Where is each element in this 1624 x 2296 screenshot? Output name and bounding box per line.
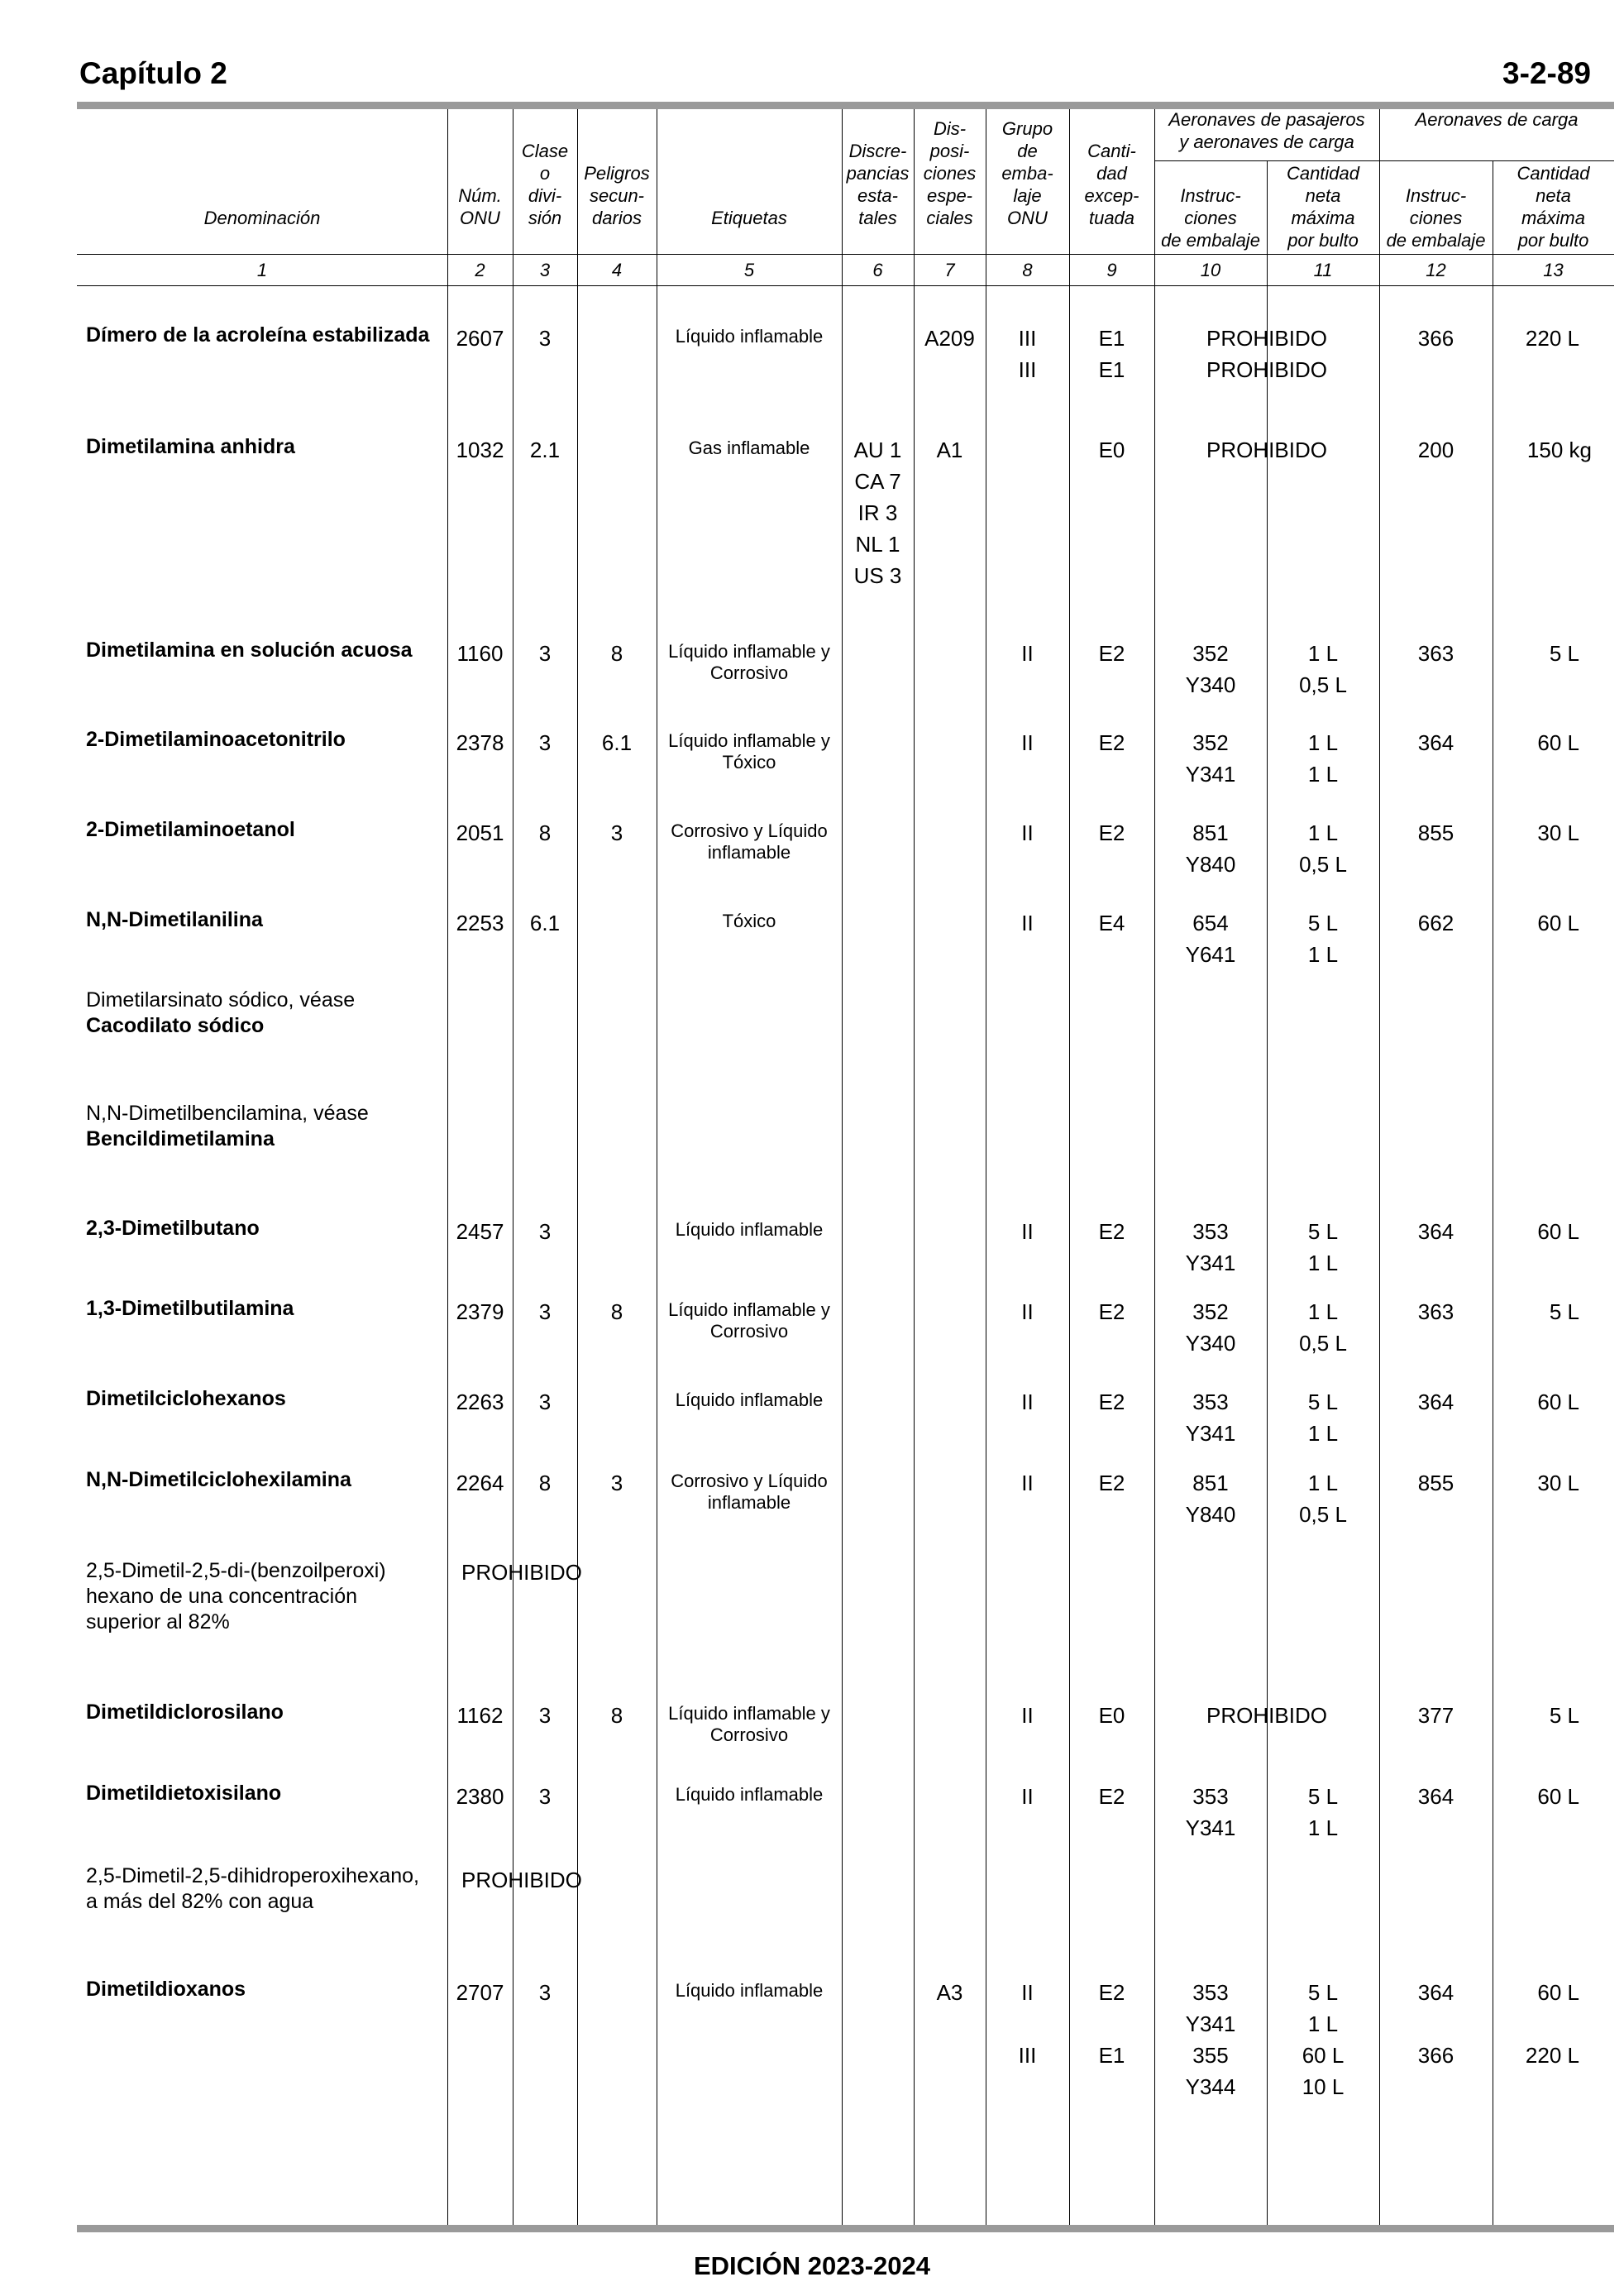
colnum-2: 2 — [475, 260, 485, 280]
cargo-instructions: 364 — [1417, 730, 1454, 755]
excepted-quantity: E0 — [1098, 1703, 1125, 1728]
cross-reference-target: Cacodilato sódico — [86, 1014, 265, 1037]
header-num-onu: Núm. ONU — [458, 185, 502, 228]
cargo-quantity: 60 L — [1537, 911, 1579, 935]
hazard-label: Líquido inflamable y Tóxico — [668, 730, 830, 773]
excepted-quantity: E2 — [1098, 730, 1125, 755]
excepted-quantity: E2 — [1098, 641, 1125, 666]
hazard-label: Líquido inflamable — [675, 1390, 824, 1410]
un-number: 2253 — [456, 911, 504, 935]
hazard-label: Corrosivo y Líquido inflamable — [671, 1471, 828, 1513]
packing-group: II — [1021, 1703, 1034, 1728]
excepted-quantity: E2 E1 — [1098, 1980, 1125, 2068]
excepted-quantity: E2 — [1098, 1471, 1125, 1495]
cargo-quantity: 5 L — [1549, 1703, 1579, 1728]
colnum-10: 10 — [1200, 260, 1221, 280]
colnum-divider — [77, 285, 1614, 286]
cargo-instructions: 363 — [1417, 641, 1454, 666]
cargo-instructions: 364 — [1417, 1390, 1454, 1414]
col-divider-5 — [842, 109, 843, 2225]
cargo-quantity: 30 L — [1537, 820, 1579, 845]
excepted-quantity: E0 — [1098, 438, 1125, 462]
cargo-quantity: 5 L — [1549, 641, 1579, 666]
header-cantidad-neta-cargo: Cantidad neta máxima por bulto — [1517, 163, 1590, 251]
header-instrucciones-cargo: Instruc- ciones de embalaje — [1386, 185, 1486, 251]
colnum-1: 1 — [256, 260, 268, 280]
max-net-quantity: 1 L 0,5 L — [1299, 820, 1347, 877]
col-divider-9 — [1154, 109, 1155, 2225]
hazard-label: Corrosivo y Líquido inflamable — [671, 820, 828, 863]
class-division: 6.1 — [529, 911, 561, 935]
max-net-quantity: 5 L 1 L — [1307, 911, 1339, 967]
colnum-13: 13 — [1543, 260, 1564, 280]
max-net-quantity: 5 L 1 L — [1307, 1784, 1339, 1840]
colnum-9: 9 — [1106, 260, 1117, 280]
group-header-divider — [1154, 160, 1614, 161]
header-cantidad: Canti- dad excep- tuada — [1084, 141, 1139, 228]
entry-name: 2-Dimetilaminoetanol — [86, 818, 295, 841]
colnum-5: 5 — [743, 260, 755, 280]
colnum-11: 11 — [1313, 260, 1333, 280]
packing-group: II — [1021, 1471, 1034, 1495]
state-variations: AU 1 CA 7 IR 3 NL 1 US 3 — [853, 438, 902, 588]
special-provisions: A209 — [924, 326, 975, 351]
passenger-prohibited: PROHIBIDO — [1206, 1703, 1327, 1728]
max-net-quantity: 1 L 0,5 L — [1299, 1299, 1347, 1356]
entry-name: Dimetilciclohexanos — [86, 1387, 286, 1410]
cargo-instructions: 855 — [1417, 1471, 1454, 1495]
page-number: 3-2-89 — [1502, 56, 1591, 90]
packing-group: II — [1021, 820, 1034, 845]
packing-group: II III — [1018, 1980, 1037, 2068]
edition-footer: EDICIÓN 2023-2024 — [693, 2251, 931, 2280]
packing-group: III III — [1018, 326, 1037, 382]
cargo-quantity: 30 L — [1537, 1471, 1579, 1495]
hazard-label: Gas inflamable — [688, 438, 810, 458]
hazard-label: Líquido inflamable — [675, 326, 824, 347]
cargo-quantity: 60 L — [1537, 1784, 1579, 1809]
header-etiquetas: Etiquetas — [711, 208, 787, 228]
packing-instructions: 353 Y341 355 Y344 — [1185, 1980, 1236, 2099]
cargo-instructions: 364 366 — [1417, 1980, 1454, 2068]
cargo-instructions: 364 — [1417, 1784, 1454, 1809]
header-instrucciones-pax: Instruc- ciones de embalaje — [1161, 185, 1260, 251]
subsidiary-hazard: 3 — [610, 1471, 623, 1495]
col-divider-3 — [577, 109, 578, 2225]
cargo-instructions: 662 — [1417, 911, 1454, 935]
entry-name: N,N-Dimetilciclohexilamina — [86, 1468, 351, 1491]
header-pasajeros-group: Aeronaves de pasajeros y aeronaves de carga — [1168, 109, 1365, 152]
hazard-label: Líquido inflamable — [675, 1784, 824, 1805]
cargo-instructions: 366 — [1417, 326, 1454, 351]
class-division: 3 — [538, 1219, 552, 1244]
packing-instructions: 654 Y641 — [1185, 911, 1236, 967]
entry-name: Dimetildietoxisilano — [86, 1782, 282, 1805]
cross-reference-target: Bencildimetilamina — [86, 1127, 275, 1150]
un-number: 2051 — [456, 820, 504, 845]
packing-group: II — [1021, 641, 1034, 666]
subsidiary-hazard: 8 — [610, 1299, 623, 1324]
un-number: 2378 — [456, 730, 504, 755]
excepted-quantity: E2 — [1098, 1299, 1125, 1324]
cross-reference-entry: Dimetilarsinato sódico, véase Cacodilato sódico — [86, 988, 442, 1039]
cargo-instructions: 364 — [1417, 1219, 1454, 1244]
passenger-prohibited: PROHIBIDO PROHIBIDO — [1206, 326, 1327, 382]
entry-name: Dimetildioxanos — [86, 1978, 246, 2001]
packing-group: II — [1021, 911, 1034, 935]
special-provisions: A1 — [936, 438, 963, 462]
cargo-quantity: 5 L — [1549, 1299, 1579, 1324]
class-division: 3 — [538, 1784, 552, 1809]
subsidiary-hazard: 6.1 — [601, 730, 633, 755]
packing-group: II — [1021, 730, 1034, 755]
header-divider — [77, 254, 1614, 255]
cargo-instructions: 855 — [1417, 820, 1454, 845]
un-number: 2607 — [456, 326, 504, 351]
packing-instructions: 352 Y341 — [1185, 730, 1236, 787]
passenger-prohibited: PROHIBIDO — [1206, 438, 1327, 462]
cargo-quantity: 220 L — [1525, 326, 1579, 351]
col-divider-10 — [1267, 160, 1268, 2225]
colnum-4: 4 — [611, 260, 623, 280]
header-clase: Clase o divi- sión — [521, 141, 569, 228]
packing-instructions: 353 Y341 — [1185, 1219, 1236, 1275]
entry-name: Dimetilamina anhidra — [86, 435, 295, 458]
header-discrepancias: Discre- pancias esta- tales — [846, 141, 910, 228]
cargo-quantity: 60 L 220 L — [1525, 1980, 1579, 2068]
un-number: 2457 — [456, 1219, 504, 1244]
packing-group: II — [1021, 1299, 1034, 1324]
max-net-quantity: 5 L 1 L 60 L 10 L — [1302, 1980, 1345, 2099]
excepted-quantity: E1 E1 — [1098, 326, 1125, 382]
chapter-title: Capítulo 2 — [79, 56, 227, 90]
col-divider-6 — [914, 109, 915, 2225]
cargo-instructions: 200 — [1417, 438, 1454, 462]
colnum-12: 12 — [1426, 260, 1446, 280]
bottom-rule — [77, 2225, 1614, 2232]
cargo-quantity: 60 L — [1537, 1390, 1579, 1414]
cargo-instructions: 377 — [1417, 1703, 1454, 1728]
cargo-quantity: 150 kg — [1526, 438, 1592, 462]
header-disposiciones: Dis- posi- ciones espe- ciales — [923, 118, 977, 228]
un-number: 2379 — [456, 1299, 504, 1324]
cargo-quantity: 60 L — [1537, 730, 1579, 755]
packing-group: II — [1021, 1784, 1034, 1809]
hazard-label: Líquido inflamable — [675, 1219, 824, 1240]
class-division: 8 — [538, 820, 552, 845]
entry-name: Dimetilamina en solución acuosa — [86, 639, 413, 662]
un-number: 2264 — [456, 1471, 504, 1495]
header-carga-group: Aeronaves de carga — [1415, 109, 1579, 130]
forbidden-status: PROHIBIDO — [461, 1560, 582, 1585]
header-peligros: Peligros secun- darios — [584, 163, 650, 228]
max-net-quantity: 1 L 1 L — [1307, 730, 1339, 787]
class-division: 8 — [538, 1471, 552, 1495]
hazard-label: Líquido inflamable y Corrosivo — [668, 1299, 830, 1342]
entry-name: N,N-Dimetilanilina — [86, 908, 263, 931]
cross-reference-entry: N,N-Dimetilbencilamina, véase Bencildimetilamina — [86, 1101, 442, 1152]
header-grupo: Grupo de emba- laje ONU — [1001, 118, 1053, 228]
excepted-quantity: E2 — [1098, 820, 1125, 845]
packing-group: II — [1021, 1219, 1034, 1244]
un-number: 1160 — [456, 641, 504, 666]
packing-instructions: 352 Y340 — [1185, 1299, 1236, 1356]
un-number: 2380 — [456, 1784, 504, 1809]
packing-instructions: 353 Y341 — [1185, 1390, 1236, 1446]
max-net-quantity: 1 L 0,5 L — [1299, 1471, 1347, 1527]
special-provisions: A3 — [936, 1980, 963, 2005]
packing-instructions: 353 Y341 — [1185, 1784, 1236, 1840]
class-division: 3 — [538, 1299, 552, 1324]
hazard-label: Tóxico — [722, 911, 776, 931]
header-denominacion: Denominación — [203, 208, 321, 228]
subsidiary-hazard: 8 — [610, 1703, 623, 1728]
col-divider-8 — [1069, 109, 1070, 2225]
max-net-quantity: 5 L 1 L — [1307, 1219, 1339, 1275]
cargo-quantity: 60 L — [1537, 1219, 1579, 1244]
excepted-quantity: E2 — [1098, 1390, 1125, 1414]
entry-name: Dimetildiclorosilano — [86, 1700, 284, 1724]
class-division: 3 — [538, 1390, 552, 1414]
colnum-8: 8 — [1022, 260, 1033, 280]
col-divider-11 — [1379, 109, 1380, 2225]
excepted-quantity: E2 — [1098, 1219, 1125, 1244]
entry-name: 1,3-Dimetilbutilamina — [86, 1297, 294, 1320]
hazard-label: Líquido inflamable y Corrosivo — [668, 641, 830, 683]
packing-instructions: 851 Y840 — [1185, 1471, 1236, 1527]
class-division: 3 — [538, 641, 552, 666]
class-division: 3 — [538, 1703, 552, 1728]
class-division: 3 — [538, 730, 552, 755]
max-net-quantity: 5 L 1 L — [1307, 1390, 1339, 1446]
subsidiary-hazard: 8 — [610, 641, 623, 666]
class-division: 3 — [538, 1980, 552, 2005]
subsidiary-hazard: 3 — [610, 820, 623, 845]
un-number: 1032 — [456, 438, 504, 462]
header-cantidad-neta-pax: Cantidad neta máxima por bulto — [1286, 163, 1360, 251]
excepted-quantity: E4 — [1098, 911, 1125, 935]
hazard-label: Líquido inflamable y Corrosivo — [668, 1703, 830, 1745]
entry-name: 2-Dimetilaminoacetonitrilo — [86, 728, 346, 751]
un-number: 2707 — [456, 1980, 504, 2005]
packing-group: II — [1021, 1390, 1034, 1414]
packing-instructions: 851 Y840 — [1185, 820, 1236, 877]
class-division: 3 — [538, 326, 552, 351]
un-number: 1162 — [456, 1703, 504, 1728]
excepted-quantity: E2 — [1098, 1784, 1125, 1809]
entry-name: Dímero de la acroleína estabilizada — [86, 323, 430, 347]
max-net-quantity: 1 L 0,5 L — [1299, 641, 1347, 697]
cargo-instructions: 363 — [1417, 1299, 1454, 1324]
entry-name: 2,5-Dimetil-2,5-di-(benzoilperoxi) hexano de una concentración superior al 82% — [86, 1559, 386, 1634]
class-division: 2.1 — [529, 438, 561, 462]
colnum-7: 7 — [944, 260, 955, 280]
forbidden-status: PROHIBIDO — [461, 1868, 582, 1892]
packing-instructions: 352 Y340 — [1185, 641, 1236, 697]
entry-name: 2,5-Dimetil-2,5-dihidroperoxihexano, a más del 82% con agua — [86, 1864, 419, 1913]
entry-name: 2,3-Dimetilbutano — [86, 1217, 260, 1240]
colnum-6: 6 — [872, 260, 883, 280]
colnum-3: 3 — [539, 260, 551, 280]
hazard-label: Líquido inflamable — [675, 1980, 824, 2001]
un-number: 2263 — [456, 1390, 504, 1414]
